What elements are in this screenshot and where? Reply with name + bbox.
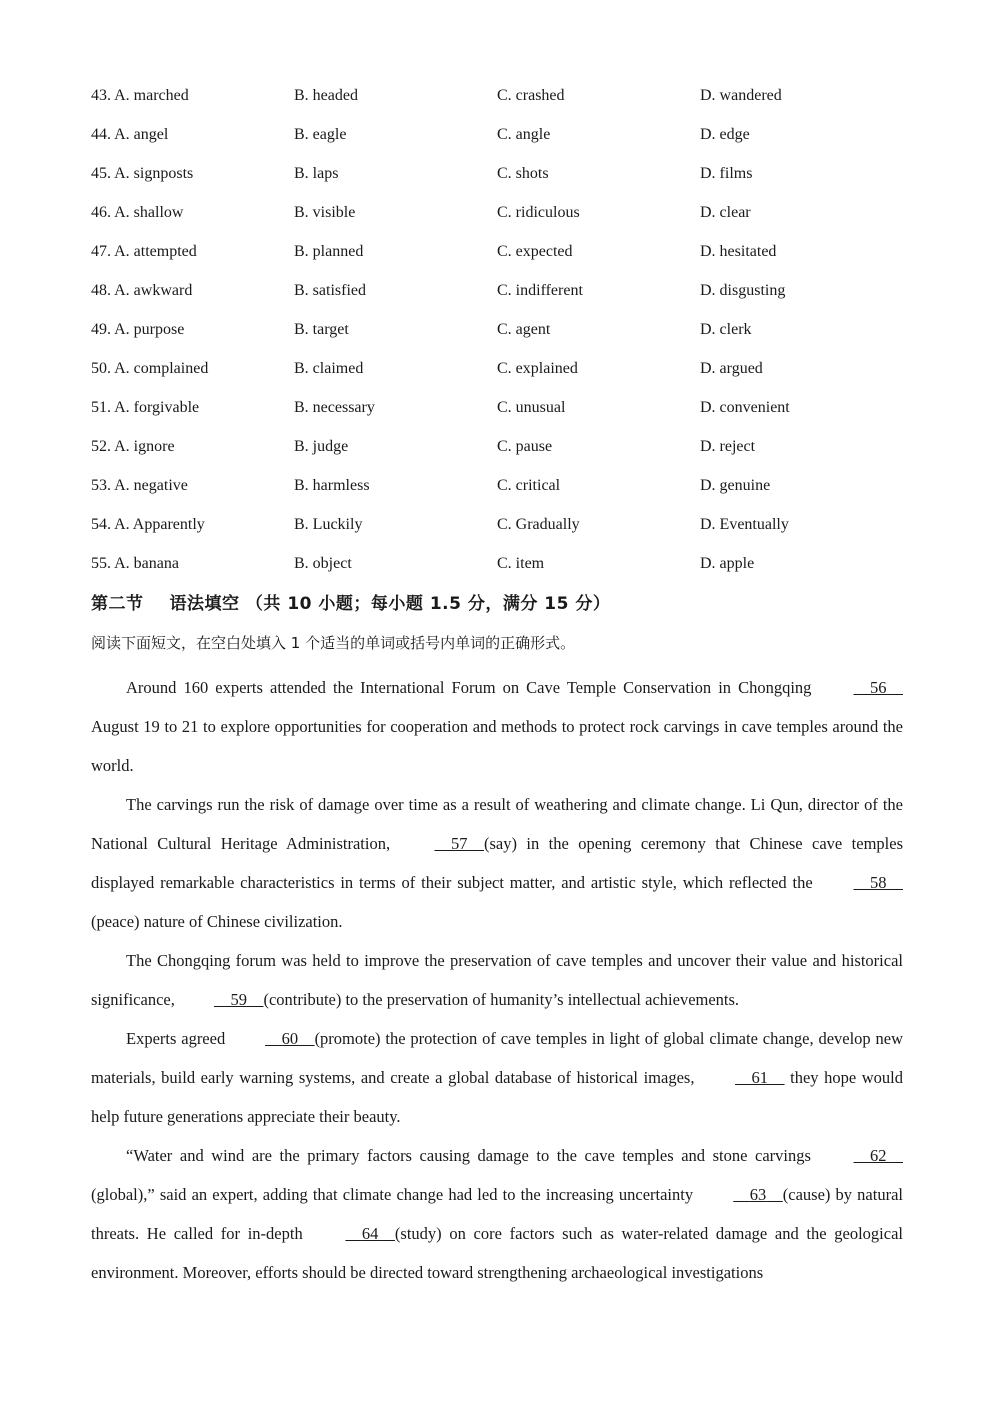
option-a: 50. A. complained	[91, 360, 209, 377]
blank-number: 58	[870, 873, 887, 892]
option-c: C. critical	[497, 477, 561, 494]
passage-text: Experts agreed	[126, 1029, 231, 1048]
paragraph-5	[91, 1136, 903, 1292]
passage-text: August 19 to 21 to explore opportunities for cooperation and methods to protect rock carvings in cave temples around the world.	[91, 717, 903, 775]
option-b: B. Luckily	[294, 516, 363, 533]
option-row	[91, 316, 911, 355]
option-c: C. angle	[497, 126, 551, 143]
passage-text: “Water and wind are the primary factors causing damage to the cave temples and stone carvings	[126, 1146, 819, 1165]
instruction-text: 阅读下面短文，在空白处填入 1 个适当的单词或括号内单词的正确形式。	[91, 634, 576, 652]
option-b: B. laps	[294, 165, 339, 182]
section-heading	[91, 590, 911, 618]
option-a: 48. A. awkward	[91, 282, 193, 299]
option-d: D. clear	[700, 204, 751, 221]
paragraph-4	[91, 1019, 903, 1136]
passage-text: Around 160 experts attended the International Forum on Cave Temple Conservation in Chongqing	[126, 678, 819, 697]
passage-text: The Chongqing forum was held to improve the preservation of cave temples and uncover their value and historical significance,	[91, 951, 903, 1009]
passage-text: they hope would help future generations appreciate their beauty.	[91, 1068, 903, 1126]
option-b: B. judge	[294, 438, 349, 455]
option-a: 52. A. ignore	[91, 438, 175, 455]
blank-64[interactable]	[310, 1214, 395, 1253]
blank-59[interactable]	[179, 980, 264, 1019]
option-b: B. target	[294, 321, 349, 338]
option-c: C. pause	[497, 438, 553, 455]
passage-text: (global),” said an expert, adding that climate change had led to the increasing uncertainty	[91, 1185, 699, 1204]
option-a: 51. A. forgivable	[91, 399, 200, 416]
option-row	[91, 238, 911, 277]
option-a: 55. A. banana	[91, 555, 179, 572]
option-a: 47. A. attempted	[91, 243, 197, 260]
option-b: B. headed	[294, 87, 358, 104]
option-c: C. ridiculous	[497, 204, 580, 221]
option-a: 54. A. Apparently	[91, 516, 205, 533]
passage-text: (study) on core factors such as water-related damage and the geological environment. Moreover, efforts should be directed toward strengthening archaeological investigations	[91, 1224, 903, 1282]
options-table	[91, 82, 911, 589]
option-d: D. argued	[700, 360, 763, 377]
option-row	[91, 277, 911, 316]
option-d: D. genuine	[700, 477, 771, 494]
blank-number: 63	[749, 1185, 767, 1204]
option-row	[91, 394, 911, 433]
blank-number: 61	[751, 1068, 769, 1087]
option-a: 49. A. purpose	[91, 321, 185, 338]
paragraph-3	[91, 941, 903, 1019]
option-row	[91, 511, 911, 550]
option-c: C. Gradually	[497, 516, 580, 533]
option-b: B. object	[294, 555, 352, 572]
option-row	[91, 355, 911, 394]
option-c: C. expected	[497, 243, 573, 260]
option-b: B. necessary	[294, 399, 375, 416]
option-b: B. planned	[294, 243, 364, 260]
option-c: C. indifferent	[497, 282, 583, 299]
option-c: C. unusual	[497, 399, 566, 416]
option-row	[91, 472, 911, 511]
option-d: D. reject	[700, 438, 756, 455]
option-b: B. satisfied	[294, 282, 366, 299]
option-row	[91, 550, 911, 589]
blank-number: 64	[361, 1224, 379, 1243]
section-title: 语法填空 （共 10 小题；每小题 1.5 分，满分 15 分）	[169, 594, 611, 614]
blank-61[interactable]	[700, 1058, 785, 1097]
option-b: B. claimed	[294, 360, 364, 377]
option-d: D. edge	[700, 126, 750, 143]
option-d: D. convenient	[700, 399, 790, 416]
option-c: C. crashed	[497, 87, 565, 104]
paragraph-1	[91, 668, 903, 785]
option-row	[91, 82, 911, 121]
option-b: B. harmless	[294, 477, 370, 494]
section-number: 第二节	[91, 594, 144, 614]
option-d: D. apple	[700, 555, 755, 572]
option-d: D. wandered	[700, 87, 782, 104]
paragraph-2	[91, 785, 903, 941]
blank-56[interactable]	[819, 668, 904, 707]
option-row	[91, 121, 911, 160]
option-d: D. hesitated	[700, 243, 777, 260]
option-d: D. disgusting	[700, 282, 786, 299]
option-a: 45. A. signposts	[91, 165, 194, 182]
blank-number: 57	[451, 834, 468, 853]
option-c: C. item	[497, 555, 545, 572]
option-a: 53. A. negative	[91, 477, 188, 494]
option-d: D. Eventually	[700, 516, 789, 533]
blank-number: 56	[870, 678, 887, 697]
option-row	[91, 160, 911, 199]
option-c: C. agent	[497, 321, 551, 338]
option-b: B. eagle	[294, 126, 347, 143]
option-d: D. films	[700, 165, 753, 182]
blank-57[interactable]	[400, 824, 485, 863]
blank-60[interactable]	[230, 1019, 315, 1058]
passage-text: (cause) by natural threats. He called for in-depth	[91, 1185, 903, 1243]
option-b: B. visible	[294, 204, 356, 221]
passage-text: (promote) the protection of cave temples in light of global climate change, develop new materials, build early warning systems, and create a global database of historical images,	[91, 1029, 904, 1087]
option-a: 44. A. angel	[91, 126, 169, 143]
option-row	[91, 199, 911, 238]
option-d: D. clerk	[700, 321, 752, 338]
blank-number: 59	[230, 990, 247, 1009]
blank-58[interactable]	[819, 863, 904, 902]
option-row	[91, 433, 911, 472]
passage-text: (contribute) to the preservation of humanity’s intellectual achievements.	[263, 990, 740, 1009]
passage-text: The carvings run the risk of damage over time as a result of weathering and climate change. Li Qun, director of the National Cultural Heritage Administration,	[91, 795, 903, 853]
passage-text: (peace) nature of Chinese civilization.	[91, 912, 343, 931]
option-a: 43. A. marched	[91, 87, 189, 104]
blank-number: 60	[281, 1029, 299, 1048]
option-a: 46. A. shallow	[91, 204, 184, 221]
blank-63[interactable]	[698, 1175, 783, 1214]
option-c: C. shots	[497, 165, 549, 182]
passage	[91, 668, 903, 1292]
option-c: C. explained	[497, 360, 578, 377]
blank-62[interactable]	[819, 1136, 904, 1175]
passage-text: (say) in the opening ceremony that Chinese cave temples displayed remarkable characteristics in terms of their subject matter, and artistic style, which reflected the	[91, 834, 903, 892]
blank-number: 62	[870, 1146, 887, 1165]
